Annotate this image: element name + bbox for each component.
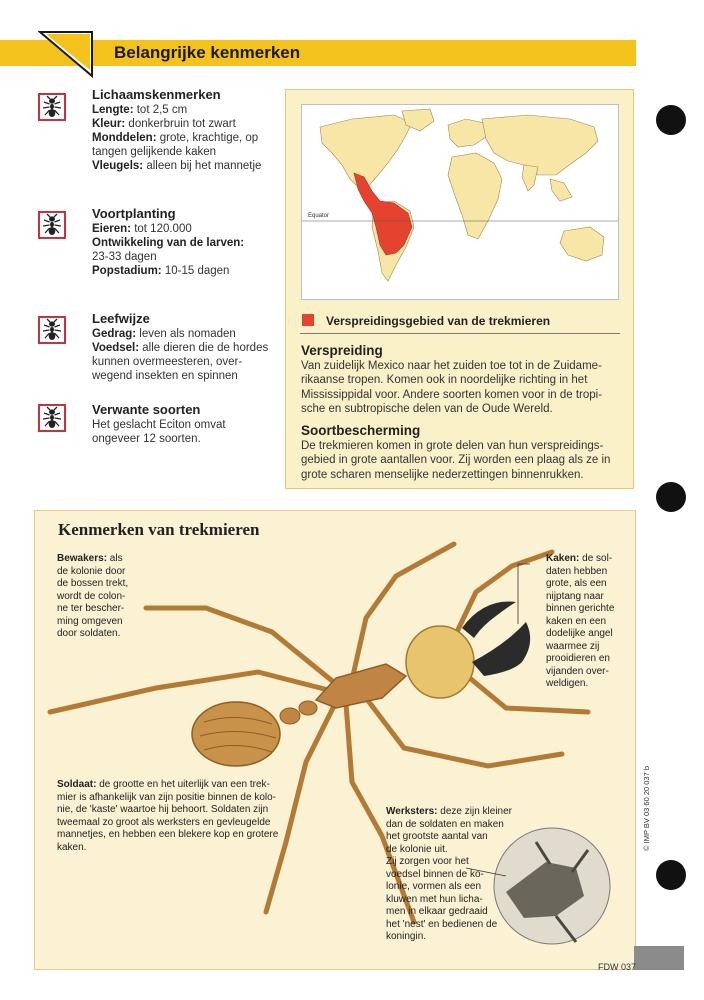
section-line: Gedrag: leven als nomaden bbox=[92, 328, 236, 340]
section-line: Kleur: donkerbruin tot zwart bbox=[92, 118, 236, 130]
world-map-graphic bbox=[302, 105, 618, 299]
protection-text: De trekmieren komen in grote delen van hun verspreidings- gebied in grote aantallen voor. Zij worden een plaag als ze in grote scharen menselijke nederzettingen binnenrukken. bbox=[301, 440, 611, 481]
footer-code: FDW 037 bbox=[598, 962, 637, 972]
section-reproduction bbox=[92, 207, 244, 278]
section-line: Monddelen: grote, krachtige, op bbox=[92, 132, 259, 144]
workers-note: Werksters: deze zijn kleiner dan de soldaten en maken het grootste aantal van de kolonie uit. Zij zorgen voor het voedsel binnen de ko- lonie, vormen als een kluwen met hun licha- men in elkaar gedraaid het 'nest' en bedienen de koningin. bbox=[386, 806, 512, 942]
soldier-note: Soldaat: de grootte en het uiterlijk van een trek- mier is afhankelijk van zijn positie binnen de kolo- nie, de 'kaste' waartoe hij behoort. Soldaten zijn tweemaal zo groot als werksters en gevleugelde mannetjes, en hebben een blekere kop en grotere kaken. bbox=[57, 779, 279, 853]
page-title: Belangrijke kenmerken bbox=[114, 43, 301, 62]
section-lifestyle bbox=[92, 312, 268, 383]
distribution-title: Verspreiding bbox=[301, 343, 383, 358]
ant-icon bbox=[38, 211, 66, 239]
world-map bbox=[301, 104, 619, 300]
section-line: Voedsel: alle dieren die de hordes bbox=[92, 342, 269, 354]
section-line: Lengte: tot 2,5 cm bbox=[92, 104, 188, 116]
section-title: Lichaamskenmerken bbox=[92, 87, 221, 102]
ant-icon bbox=[38, 93, 66, 121]
copyright-code: © IMP BV 03 60 20 037 b bbox=[642, 765, 651, 851]
section-title: Verwante soorten bbox=[92, 402, 201, 417]
ant-icon bbox=[38, 404, 66, 432]
protection-title: Soortbescherming bbox=[301, 423, 421, 438]
section-line: Ontwikkeling van de larven: bbox=[92, 237, 245, 249]
ant-icon bbox=[38, 316, 66, 344]
equator-label: Equator bbox=[308, 213, 330, 219]
section-line: tangen gelijkende kaken bbox=[92, 146, 217, 158]
section-body-characteristics bbox=[92, 88, 261, 173]
legend-label: Verspreidingsgebied van de trekmieren bbox=[326, 314, 551, 328]
binder-hole bbox=[656, 860, 686, 890]
binder-hole bbox=[656, 105, 686, 135]
section-line: kunnen overmeesteren, over- bbox=[92, 356, 243, 368]
section-line: 23-33 dagen bbox=[92, 251, 157, 263]
corner-tab bbox=[634, 946, 684, 970]
section-line: Het geslacht Eciton omvat bbox=[92, 419, 226, 431]
section-title: Leefwijze bbox=[92, 311, 150, 326]
guards-note: Bewakers: als de kolonie door de bossen trekt, wordt de colon- ne ter bescher- ming omgeven door soldaten. bbox=[57, 553, 129, 639]
legend-divider bbox=[300, 333, 620, 334]
distribution-text: Van zuidelijk Mexico naar het zuiden toe tot in de Zuidame- rikaanse tropen. Komen ook in noordelijke richting in het Mississippidal voor. Andere soorten komen voor in de tropi- sche en subtropische delen van de Oude Wereld. bbox=[301, 360, 603, 415]
binder-hole bbox=[656, 482, 686, 512]
section-line: ongeveer 12 soorten. bbox=[92, 433, 201, 445]
ant-panel-title: Kenmerken van trekmieren bbox=[58, 520, 260, 539]
section-line: Vleugels: alleen bij het mannetje bbox=[92, 160, 262, 172]
header-band bbox=[0, 40, 636, 66]
jaws-note: Kaken: de sol- daten hebben grote, als een nijptang naar binnen gerichte kaken en een dodelijke angel waarmee zij prooidieren en vijanden over- weldigen. bbox=[546, 553, 615, 689]
section-title: Voortplanting bbox=[92, 206, 176, 221]
section-line: wegend insekten en spinnen bbox=[92, 370, 238, 382]
header-corner-triangle bbox=[38, 30, 94, 78]
legend-swatch bbox=[302, 314, 314, 326]
section-line: Eieren: tot 120.000 bbox=[92, 223, 192, 235]
section-line: Popstadium: 10-15 dagen bbox=[92, 265, 230, 277]
section-related-species bbox=[92, 403, 226, 446]
